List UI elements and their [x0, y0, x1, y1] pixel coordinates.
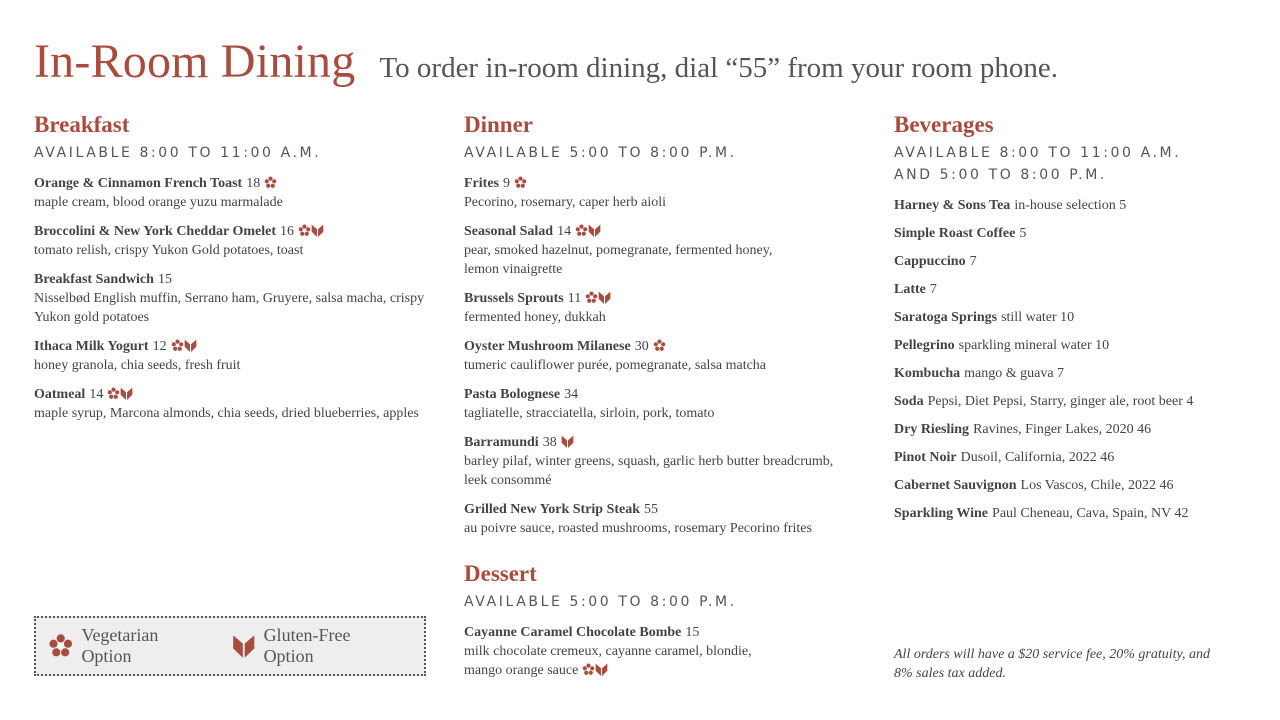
menu-item — [34, 174, 444, 212]
item-price: 15 — [685, 625, 700, 640]
page-subtitle: To order in-room dining, dial “55” from your room phone. — [379, 52, 1058, 84]
item-name: Pasta Bolognese — [464, 387, 561, 402]
item-price: 38 — [542, 435, 557, 450]
vegetarian-icon — [264, 176, 277, 189]
beverage-item — [894, 420, 1254, 439]
beverage-item — [894, 364, 1254, 383]
beverage-item — [894, 392, 1254, 411]
item-name: Oatmeal — [34, 387, 86, 402]
beverage-item — [894, 196, 1254, 215]
vegetarian-icon — [48, 633, 73, 659]
item-detail: Los Vascos, Chile, 2022 46 — [1020, 478, 1174, 493]
item-detail: 7 — [929, 282, 937, 297]
page-title: In-Room Dining — [34, 35, 356, 88]
item-detail: mango & guava 7 — [964, 366, 1065, 381]
beverages-section — [894, 111, 1254, 532]
gluten-free-icon — [232, 633, 255, 659]
menu-item — [464, 289, 864, 327]
gluten-free-icon — [588, 224, 601, 237]
item-name: Barramundi — [464, 435, 539, 450]
menu-item — [464, 337, 864, 375]
availability-line: AND 5:00 TO 8:00 P.M. — [894, 167, 1107, 183]
gluten-free-icon — [561, 435, 574, 448]
availability-line: AVAILABLE 8:00 TO 11:00 A.M. — [894, 145, 1182, 161]
page-header — [34, 34, 1058, 89]
item-name: Cayanne Caramel Chocolate Bombe — [464, 625, 682, 640]
vegetarian-icon — [298, 224, 311, 237]
beverage-item — [894, 308, 1254, 327]
dessert-section — [464, 560, 864, 690]
item-name: Pellegrino — [894, 338, 955, 353]
item-description: tumeric cauliflower purée, pomegranate, salsa matcha — [464, 358, 767, 373]
item-detail: Dusoil, California, 2022 46 — [960, 450, 1115, 465]
item-price: 9 — [502, 176, 510, 191]
item-description: Nisselbød English muffin, Serrano ham, Gruyere, salsa macha, crispy Yukon gold potatoes — [34, 291, 425, 325]
beverage-item — [894, 336, 1254, 355]
vegetarian-icon — [653, 339, 666, 352]
menu-item — [34, 222, 444, 260]
item-description: honey granola, chia seeds, fresh fruit — [34, 358, 241, 373]
gluten-free-icon — [184, 339, 197, 352]
beverage-item — [894, 224, 1254, 243]
item-name: Broccolini & New York Cheddar Omelet — [34, 224, 276, 239]
item-description: milk chocolate cremeux, cayanne caramel, blondie, — [464, 644, 752, 659]
item-name: Latte — [894, 282, 926, 297]
item-name: Kombucha — [894, 366, 961, 381]
item-description: maple syrup, Marcona almonds, chia seeds, dried blueberries, apples — [34, 406, 419, 421]
vegetarian-icon — [171, 339, 184, 352]
gluten-free-icon — [120, 387, 133, 400]
legend-label: Vegetarian Option — [81, 625, 159, 666]
menu-item — [34, 385, 444, 423]
item-price: 14 — [557, 224, 572, 239]
item-description: tagliatelle, stracciatella, sirloin, pork, tomato — [464, 406, 715, 421]
availability-beverages — [894, 142, 1254, 186]
vegetarian-icon — [575, 224, 588, 237]
item-detail: 5 — [1019, 226, 1027, 241]
vegetarian-icon — [582, 663, 595, 676]
availability-breakfast: AVAILABLE 8:00 TO 11:00 A.M. — [34, 145, 322, 161]
item-description: au poivre sauce, roasted mushrooms, rosemary Pecorino frites — [464, 521, 812, 536]
service-fee-note: All orders will have a $20 service fee, 20% gratuity, and 8% sales tax added. — [894, 647, 1210, 681]
section-title-breakfast: Breakfast — [34, 112, 130, 137]
item-detail: 7 — [969, 254, 977, 269]
item-name: Ithaca Milk Yogurt — [34, 339, 149, 354]
item-description: fermented honey, dukkah — [464, 310, 606, 325]
legend-vegetarian — [48, 625, 210, 667]
item-detail: still water 10 — [1001, 310, 1075, 325]
vegetarian-icon — [107, 387, 120, 400]
section-title-beverages: Beverages — [894, 112, 994, 137]
beverage-item — [894, 252, 1254, 271]
item-name: Breakfast Sandwich — [34, 272, 154, 287]
item-price: 55 — [644, 502, 659, 517]
item-description: pear, smoked hazelnut, pomegranate, fermented honey, lemon vinaigrette — [464, 243, 773, 277]
gluten-free-icon — [595, 663, 608, 676]
item-name: Cappuccino — [894, 254, 966, 269]
item-name: Saratoga Springs — [894, 310, 998, 325]
section-title-dessert: Dessert — [464, 561, 537, 586]
item-name: Seasonal Salad — [464, 224, 554, 239]
item-name: Grilled New York Strip Steak — [464, 502, 641, 517]
legend-gluten-free — [232, 625, 402, 667]
beverage-item — [894, 280, 1254, 299]
menu-item — [34, 270, 444, 327]
item-description-continued: mango orange sauce — [464, 663, 579, 678]
item-name: Simple Roast Coffee — [894, 226, 1016, 241]
item-name: Brussels Sprouts — [464, 291, 564, 306]
availability-dessert: AVAILABLE 5:00 TO 8:00 P.M. — [464, 594, 737, 610]
menu-item — [464, 433, 854, 490]
vegetarian-icon — [585, 291, 598, 304]
item-name: Cabernet Sauvignon — [894, 478, 1017, 493]
dinner-section — [464, 111, 864, 548]
item-description: barley pilaf, winter greens, squash, garlic herb butter breadcrumb, leek consommé — [464, 454, 834, 488]
item-name: Harney & Sons Tea — [894, 198, 1011, 213]
item-name: Pinot Noir — [894, 450, 957, 465]
menu-item — [34, 337, 444, 375]
menu-item — [464, 385, 864, 423]
item-name: Orange & Cinnamon French Toast — [34, 176, 243, 191]
menu-item — [464, 623, 864, 680]
item-price: 30 — [634, 339, 649, 354]
item-name: Frites — [464, 176, 499, 191]
item-detail: Ravines, Finger Lakes, 2020 46 — [973, 422, 1152, 437]
availability-dinner: AVAILABLE 5:00 TO 8:00 P.M. — [464, 145, 737, 161]
item-detail: Paul Cheneau, Cava, Spain, NV 42 — [992, 506, 1189, 521]
item-detail: Pepsi, Diet Pepsi, Starry, ginger ale, root beer 4 — [927, 394, 1194, 409]
menu-item — [464, 222, 794, 279]
item-price: 14 — [89, 387, 104, 402]
breakfast-section — [34, 111, 444, 433]
item-detail: sparkling mineral water 10 — [958, 338, 1110, 353]
item-name: Oyster Mushroom Milanese — [464, 339, 631, 354]
beverage-item — [894, 504, 1254, 523]
item-name: Sparkling Wine — [894, 506, 989, 521]
section-title-dinner: Dinner — [464, 112, 533, 137]
item-price: 15 — [157, 272, 172, 287]
beverage-item — [894, 448, 1254, 467]
item-description: tomato relish, crispy Yukon Gold potatoes, toast — [34, 243, 304, 258]
menu-item — [464, 174, 864, 212]
item-price: 18 — [246, 176, 261, 191]
gluten-free-icon — [598, 291, 611, 304]
dietary-legend — [34, 616, 426, 676]
vegetarian-icon — [514, 176, 527, 189]
item-description: Pecorino, rosemary, caper herb aioli — [464, 195, 667, 210]
item-description: maple cream, blood orange yuzu marmalade — [34, 195, 283, 210]
menu-item — [464, 500, 864, 538]
item-price: 16 — [280, 224, 294, 239]
beverage-item — [894, 476, 1254, 495]
item-price: 11 — [567, 291, 582, 306]
legend-label: Gluten-Free Option — [263, 625, 351, 666]
gluten-free-icon — [311, 224, 324, 237]
item-price: 34 — [564, 387, 579, 402]
item-name: Dry Riesling — [894, 422, 970, 437]
item-detail: in-house selection 5 — [1014, 198, 1127, 213]
item-price: 12 — [152, 339, 167, 354]
item-name: Soda — [894, 394, 924, 409]
